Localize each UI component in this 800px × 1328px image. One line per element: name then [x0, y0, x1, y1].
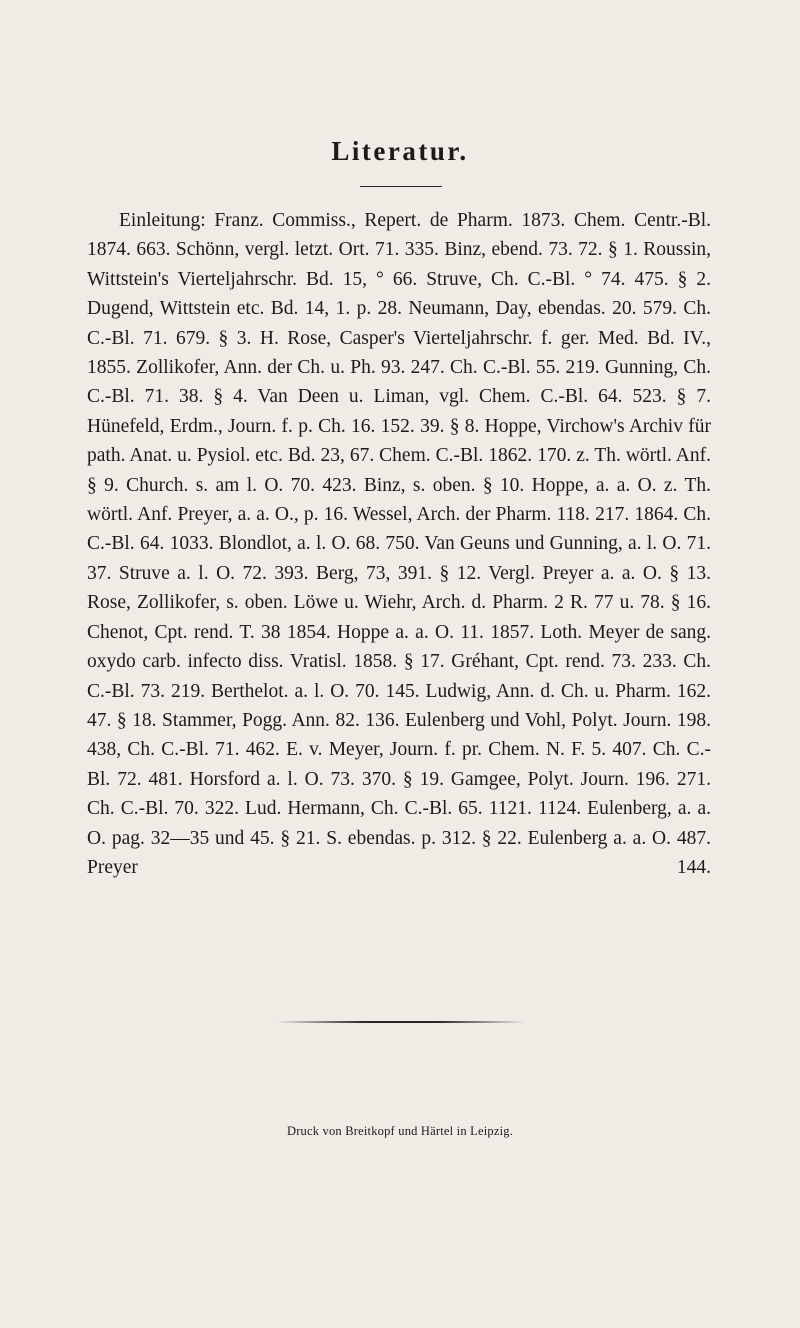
- literature-body: [87, 206, 711, 882]
- heading-rule: [360, 186, 442, 187]
- printer-imprint: Druck von Breitkopf und Härtel in Leipzig.: [286, 1124, 514, 1138]
- literature-paragraph: Einleitung: Franz. Commiss., Repert. de Pharm. 1873. Chem. Centr.-Bl. 1874. 663. Schönn, vergl. letzt. Ort. 71. 335. Binz, ebend. 73. 72. § 1. Roussin, Wittstein's Vierteljahrschr. Bd. 15, ° 66. Struve, Ch. C.-Bl. ° 74. 475. § 2. Dugend, Wittstein etc. Bd. 14, 1. p. 28. Neumann, Day, ebendas. 20. 579. Ch. C.-Bl. 71. 679. § 3. H. Rose, Casper's Vierteljahrschr. f. ger. Med. Bd. IV., 1855. Zollikofer, Ann. der Ch. u. Ph. 93. 247. Ch. C.-Bl. 55. 219. Gunning, Ch. C.-Bl. 71. 38. § 4. Van Deen u. Liman, vgl. Chem. C.-Bl. 64. 523. § 7. Hünefeld, Erdm., Journ. f. p. Ch. 16. 152. 39. § 8. Hoppe, Virchow's Archiv für path. Anat. u. Pysiol. etc. Bd. 23, 67. Chem. C.-Bl. 1862. 170. z. Th. wörtl. Anf. § 9. Church. s. am l. O. 70. 423. Binz, s. oben. § 10. Hoppe, a. a. O. z. Th. wörtl. Anf. Preyer, a. a. O., p. 16. Wessel, Arch. der Pharm. 118. 217. 1864. Ch. C.-Bl. 64. 1033. Blondlot, a. l. O. 68. 750. Van Geuns und Gunning, a. l. O. 71. 37. Struve a. l. O. 72. 393. Berg, 73, 391. § 12. Vergl. Preyer a. a. O. § 13. Rose, Zollikofer, s. oben. Löwe u. Wiehr, Arch. d. Pharm. 2 R. 77 u. 78. § 16. Chenot, Cpt. rend. T. 38 1854. Hoppe a. a. O. 11. 1857. Loth. Meyer de sang. oxydo carb. infecto diss. Vratisl. 1858. § 17. Gréhant, Cpt. rend. 73. 233. Ch. C.-Bl. 73. 219. Berthelot. a. l. O. 70. 145. Ludwig, Ann. d. Ch. u. Pharm. 162. 47. § 18. Stammer, Pogg. Ann. 82. 136. Eulenberg und Vohl, Polyt. Journ. 198. 438, Ch. C.-Bl. 71. 462. E. v. Meyer, Journ. f. pr. Chem. N. F. 5. 407. Ch. C.-Bl. 72. 481. Horsford a. l. O. 73. 370. § 19. Gamgee, Polyt. Journ. 196. 271. Ch. C.-Bl. 70. 322. Lud. Hermann, Ch. C.-Bl. 65. 1121. 1124. Eulenberg, a. a. O. pag. 32—35 und 45. § 21. S. ebendas. p. 312. § 22. Eulenberg a. a. O. 487. Preyer 144.: [87, 210, 711, 878]
- closing-rule: [276, 1021, 526, 1023]
- page-heading: Literatur.: [331, 136, 469, 166]
